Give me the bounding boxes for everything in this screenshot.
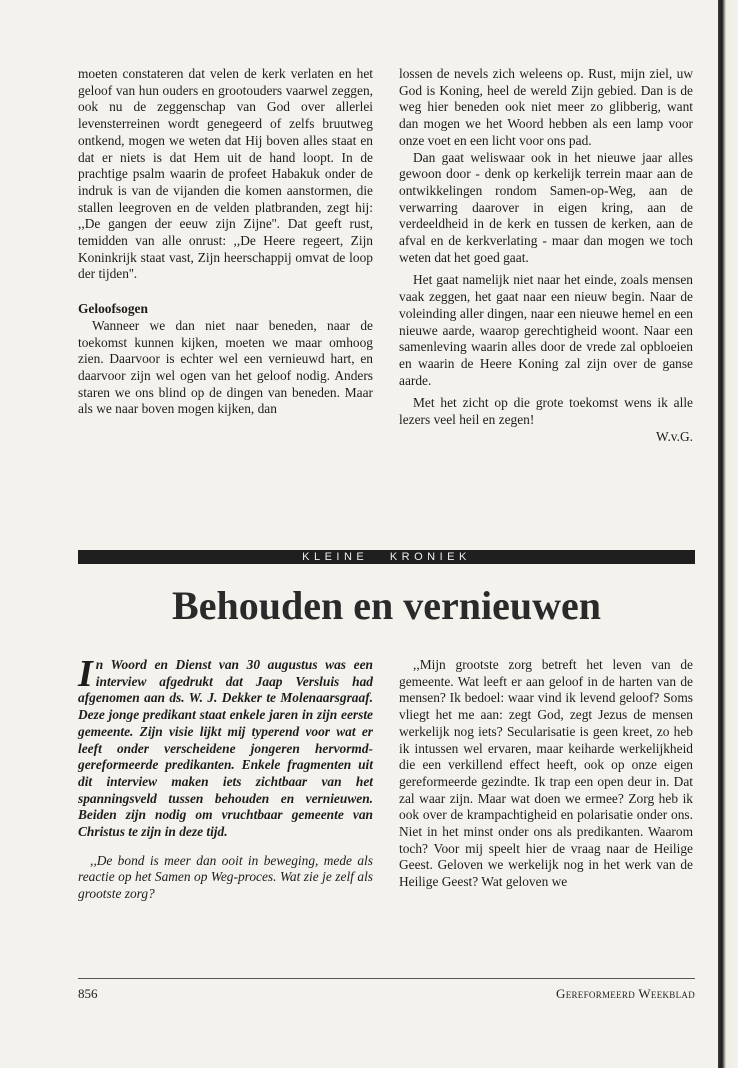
adjacent-page-edge bbox=[718, 0, 738, 1068]
article-headline: Behouden en vernieuwen bbox=[172, 583, 601, 628]
section-subhead: Geloofsogen bbox=[78, 301, 148, 317]
column-left-top bbox=[78, 66, 373, 418]
column-left-article bbox=[78, 653, 373, 903]
paragraph: ,,Mijn grootste zorg betreft het leven van de gemeente. Wat leeft er aan geloof in de harten van de mensen? Ik bedoel: waar vind ik levend geloof? Soms vliegt het me aan: zegt God, zegt Jezus de mensen werkelijk nog iets? Secularisatie is geen kreet, zo heb ik intussen wel ervaren, maar keiharde werkelijkheid die een verkillend effect heeft, ook op onze eigen gereformeerde gezindte. Ik trap een open deur in. Dat zal waar zijn. Maar wat doen we ermee? Zorg heb ik ook over de krampachtigheid en polarisatie onder ons. Niet in het minst onder ons als predikanten. Waarom toch? Voor mij speelt hier de vraag naar de Heilige Geest. Geloven we werkelijk nog in het werk van de Heilige Geest? Wat geloven we bbox=[399, 657, 693, 890]
interview-question: ,,De bond is meer dan ooit in beweging, mede als reactie op het Samen op Weg-proces. Wat zie je zelf als grootste zorg? bbox=[78, 852, 373, 902]
intro-text: n Woord en Dienst van 30 augustus was een interview afgedrukt dat Jaap Versluis had afgenomen aan ds. W. J. Dekker te Molenaarsgraaf. Deze jonge predikant staat enkele jaren in zijn eerste gemeente. Zijn visie lijkt mij typerend voor wat er leeft onder verscheidene jongeren hervormd-gereformeerde predikanten. Enkele fragmenten uit dit interview maken iets zichtbaar van het spanningsveld tussen behouden en vernieuwen. Beiden zijn nodig om vruchtbaar gemeente van Christus te zijn in deze tijd. bbox=[78, 657, 373, 840]
paragraph: moeten constateren dat velen de kerk verlaten en het geloof van hun ouders en grootouders vaarwel zeggen, ook nu de zeggenschap van God over allerlei levensterreinen wordt genegeerd of zelfs bruutweg ontkend, mogen we weten dat Hij boven alles staat en dat er niets is dat Hem uit de hand loopt. In de prachtige psalm waarin de profeet Habakuk onder de indruk is van de vijanden die komen aanstormen, die stallen leegroven en de velden platbranden, zegt hij: ,,De gangen der eeuw zijn Zijne''. Dat geeft rust, temidden van alle onrust: ,,De Heere regeert, Zijn Koninkrijk staat vast, Zijn heerschappij omvat de loop der tijden''. bbox=[78, 66, 373, 282]
section-rubric-bar: KLEINE KRONIEK bbox=[78, 550, 695, 564]
paragraph: Dan gaat weliswaar ook in het nieuwe jaar alles gewoon door - denk op kerkelijk terrein maar aan de ontwikkelingen rondom Samen-op-Weg, aan de verwarring daarover in eigen kring, aan de verdeeldheid in de kerk en tussen de kerken, aan de afval en de kerkverlating - maar dan mogen we toch weten dat het goed gaat. bbox=[399, 149, 693, 265]
paragraph: Wanneer we dan niet naar beneden, naar de toekomst kunnen kijken, moeten we maar omhoog zien. Daarvoor is echter wel een vernieuwd hart, en daarvoor zijn wel ogen van het geloof nodig. Anders staren we ons blind op de dingen van beneden. Maar als we naar boven mogen kijken, dan bbox=[78, 317, 373, 417]
page-number: 856 bbox=[78, 986, 98, 1001]
paragraph: lossen de nevels zich weleens op. Rust, mijn ziel, uw God is Koning, heel de wereld Zijn gebied. Dan is de weg hier beneden ook niet meer zo glibberig, want dan mogen we het Woord hebben als een lamp voor onze voet en een licht voor ons pad. bbox=[399, 66, 693, 148]
column-right-top bbox=[399, 66, 693, 445]
footer-rule bbox=[78, 978, 695, 979]
paragraph: Het gaat namelijk niet naar het einde, zoals mensen vaak zeggen, het gaat naar een nieuw begin. Naar de voleinding aller dingen, naar een nieuwe hemel en een nieuwe aarde, waarop gerechtigheid woont. Naar een samenleving waarin alles door de vrede zal opbloeien en waarin de Heere Koning zal zijn over de ganse aarde. bbox=[399, 272, 693, 388]
drop-cap: I bbox=[78, 653, 93, 695]
paragraph: Met het zicht op die grote toekomst wens ik alle lezers veel heil en zegen! bbox=[399, 395, 693, 428]
author-signature: W.v.G. bbox=[656, 428, 693, 444]
column-right-article bbox=[399, 657, 693, 891]
running-head: Gereformeerd Weekblad bbox=[556, 986, 695, 1001]
intro-paragraph bbox=[78, 653, 373, 841]
